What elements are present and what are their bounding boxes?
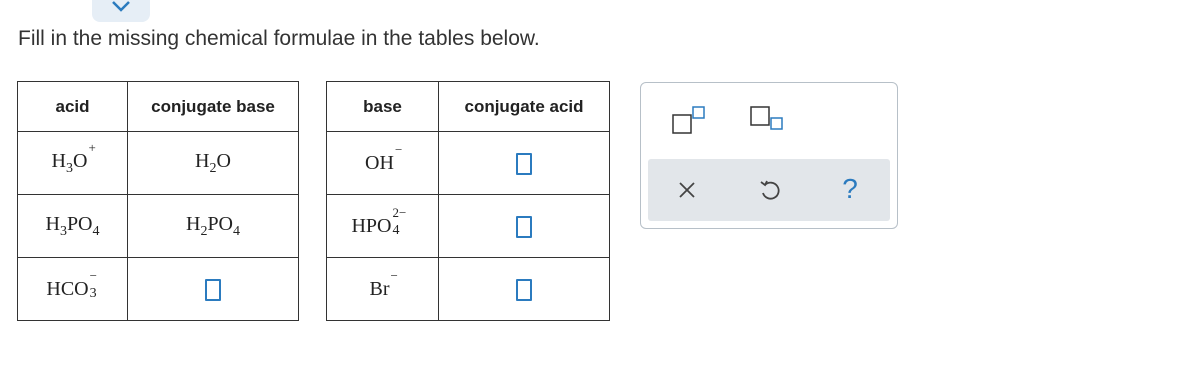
table-row	[327, 132, 610, 195]
formula-H2PO4: $H_2PO_4$	[128, 195, 299, 258]
undo-icon	[756, 176, 784, 204]
undo-button[interactable]	[756, 176, 784, 204]
answer-input-conjugate-acid-br[interactable]	[516, 279, 532, 301]
formula-Br-: Br −	[327, 258, 439, 321]
formula-H3O+: $H_3O$ +	[18, 132, 128, 195]
answer-input-conjugate-acid-hpo4[interactable]	[516, 216, 532, 238]
clear-icon	[673, 176, 701, 204]
action-bar	[648, 159, 890, 221]
table-row	[18, 195, 299, 258]
formula-OH-: OH −	[327, 132, 439, 195]
base-conjugate-acid-table	[326, 81, 610, 321]
acid-conjugate-base-table	[17, 81, 299, 321]
header-base: base	[327, 82, 439, 132]
help-button[interactable]	[836, 173, 864, 204]
expand-chevron-button[interactable]	[92, 0, 150, 22]
help-icon: ?	[842, 173, 858, 204]
table-row	[18, 258, 299, 321]
table-row	[327, 195, 610, 258]
table-row	[327, 258, 610, 321]
formula-H2O: $H_2O$	[128, 132, 299, 195]
chevron-down-icon	[111, 0, 131, 12]
formula-HPO4-2-: HPO 2− 4	[327, 195, 439, 258]
header-conjugate-base: conjugate base	[128, 82, 299, 132]
question-prompt: Fill in the missing chemical formulae in the tables below.	[18, 27, 540, 50]
formula-H3PO4: $H_3PO_4$	[18, 195, 128, 258]
math-palette	[640, 82, 898, 229]
superscript-box-icon	[671, 105, 707, 135]
superscript-button[interactable]	[671, 105, 707, 140]
subscript-box-icon	[749, 105, 785, 135]
clear-button[interactable]	[673, 176, 701, 204]
header-acid: acid	[18, 82, 128, 132]
answer-input-conjugate-acid-oh[interactable]	[516, 153, 532, 175]
header-conjugate-acid: conjugate acid	[439, 82, 610, 132]
formula-HCO3-: HCO − 3	[18, 258, 128, 321]
answer-input-conjugate-base-hco3[interactable]	[205, 279, 221, 301]
table-row	[18, 132, 299, 195]
subscript-button[interactable]	[749, 105, 785, 140]
